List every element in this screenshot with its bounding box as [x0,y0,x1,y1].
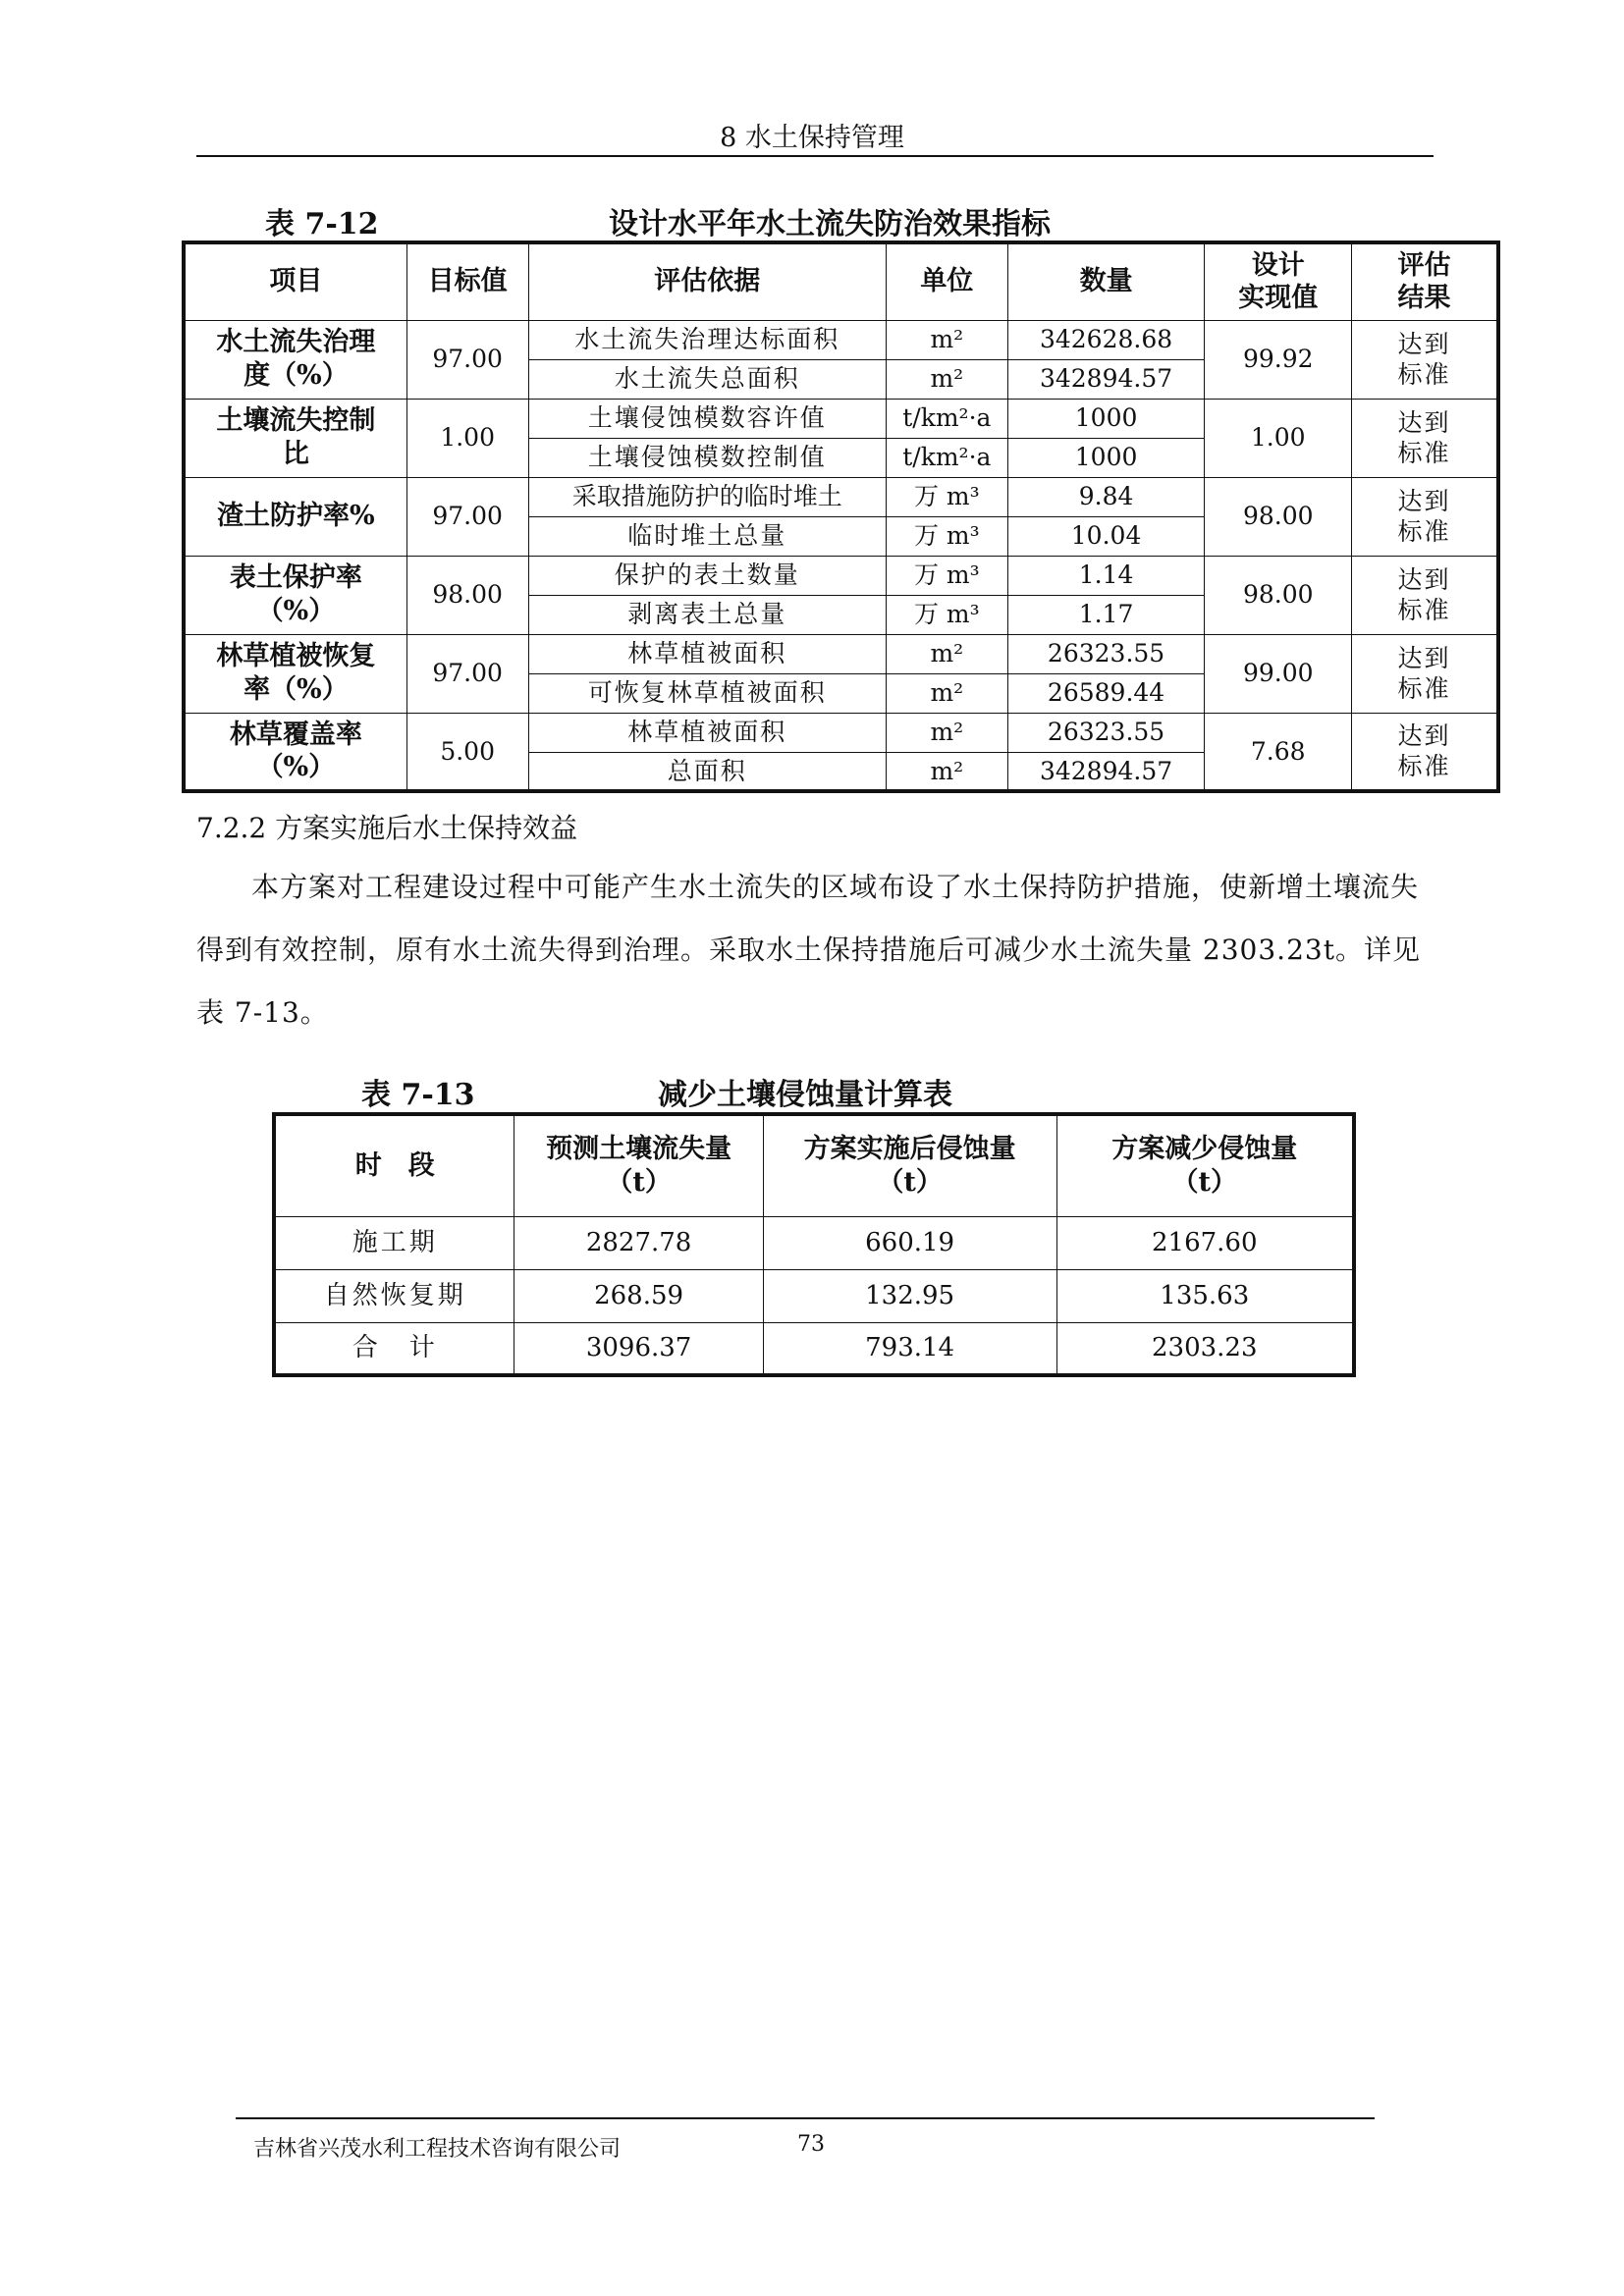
quantity-cell: 1.14 [1007,556,1205,595]
quantity-cell: 10.04 [1007,516,1205,556]
design-cell: 1.00 [1205,399,1352,477]
unit-cell: t/km²·a [886,438,1007,477]
table-7-12-label: 表 7-12 [265,207,379,241]
table-header-row [184,242,1498,320]
design-cell: 98.00 [1205,477,1352,556]
reduced-cell: 2303.23 [1056,1322,1354,1375]
after-cell: 660.19 [763,1216,1056,1269]
unit-cell: m² [886,634,1007,673]
unit-cell: m² [886,752,1007,791]
unit-cell: t/km²·a [886,399,1007,438]
item-cell: 土壤流失控制 比 [184,399,406,477]
target-cell: 98.00 [406,556,528,634]
table-row [184,713,1498,752]
item-cell: 水土流失治理 度（%） [184,320,406,399]
design-cell: 98.00 [1205,556,1352,634]
result-cell: 达到 标准 [1352,399,1498,477]
table-row [274,1216,1354,1269]
target-cell: 97.00 [406,634,528,713]
basis-cell: 保护的表土数量 [528,556,886,595]
header-item: 项目 [184,242,406,320]
unit-cell: 万 m³ [886,516,1007,556]
predicted-cell: 268.59 [514,1269,763,1322]
unit-cell: m² [886,359,1007,399]
table-row [184,320,1498,359]
header-period: 时 段 [274,1114,514,1216]
period-cell: 合 计 [274,1322,514,1375]
result-cell: 达到 标准 [1352,556,1498,634]
target-cell: 97.00 [406,477,528,556]
basis-cell: 土壤侵蚀模数控制值 [528,438,886,477]
header-quantity: 数量 [1007,242,1205,320]
item-cell: 渣土防护率% [184,477,406,556]
table-7-12-title: 设计水平年水土流失防治效果指标 [609,207,1051,241]
table-row [274,1269,1354,1322]
header-after: 方案实施后侵蚀量 （t） [763,1114,1056,1216]
item-cell: 林草植被恢复 率（%） [184,634,406,713]
target-cell: 5.00 [406,713,528,791]
basis-cell: 临时堆土总量 [528,516,886,556]
result-cell: 达到 标准 [1352,713,1498,791]
table-row [184,477,1498,516]
period-cell: 自然恢复期 [274,1269,514,1322]
page-number: 73 [797,2132,825,2157]
basis-cell: 总面积 [528,752,886,791]
unit-cell: 万 m³ [886,556,1007,595]
unit-cell: m² [886,673,1007,713]
design-cell: 99.00 [1205,634,1352,713]
table-row [184,399,1498,438]
basis-cell: 林草植被面积 [528,713,886,752]
unit-cell: 万 m³ [886,595,1007,634]
basis-cell: 水土流失总面积 [528,359,886,399]
section-heading: 7.2.2 方案实施后水土保持效益 [196,812,578,844]
table-row [184,634,1498,673]
predicted-cell: 2827.78 [514,1216,763,1269]
quantity-cell: 342628.68 [1007,320,1205,359]
item-cell: 表土保护率 （%） [184,556,406,634]
result-cell: 达到 标准 [1352,477,1498,556]
quantity-cell: 26589.44 [1007,673,1205,713]
footer-company: 吉林省兴茂水利工程技术咨询有限公司 [253,2137,622,2162]
basis-cell: 土壤侵蚀模数容许值 [528,399,886,438]
header-unit: 单位 [886,242,1007,320]
after-cell: 793.14 [763,1322,1056,1375]
result-cell: 达到 标准 [1352,320,1498,399]
predicted-cell: 3096.37 [514,1322,763,1375]
basis-cell: 林草植被面积 [528,634,886,673]
table-7-13-title: 减少土壤侵蚀量计算表 [658,1078,952,1112]
quantity-cell: 1000 [1007,438,1205,477]
quantity-cell: 342894.57 [1007,752,1205,791]
quantity-cell: 26323.55 [1007,634,1205,673]
table-row [274,1322,1354,1375]
page-header-title: 8 水土保持管理 [720,123,904,153]
header-result: 评估 结果 [1352,242,1498,320]
period-cell: 施工期 [274,1216,514,1269]
basis-cell: 可恢复林草植被面积 [528,673,886,713]
quantity-cell: 9.84 [1007,477,1205,516]
table-7-12 [182,240,1500,793]
design-cell: 7.68 [1205,713,1352,791]
quantity-cell: 1000 [1007,399,1205,438]
quantity-cell: 1.17 [1007,595,1205,634]
target-cell: 97.00 [406,320,528,399]
design-cell: 99.92 [1205,320,1352,399]
header-basis: 评估依据 [528,242,886,320]
unit-cell: m² [886,320,1007,359]
footer-divider [236,2117,1375,2119]
item-cell: 林草覆盖率 （%） [184,713,406,791]
table-header-row [274,1114,1354,1216]
quantity-cell: 26323.55 [1007,713,1205,752]
basis-cell: 水土流失治理达标面积 [528,320,886,359]
reduced-cell: 2167.60 [1056,1216,1354,1269]
body-paragraph: 本方案对工程建设过程中可能产生水土流失的区域布设了水土保持防护措施，使新增土壤流失得到有效控制，原有水土流失得到治理。采取水土保持措施后可减少水土流失量 2303.23t。详见表 7-13。 [196,871,1421,1029]
result-cell: 达到 标准 [1352,634,1498,713]
header-predicted: 预测土壤流失量 （t） [514,1114,763,1216]
unit-cell: 万 m³ [886,477,1007,516]
table-7-13 [272,1112,1356,1377]
header-target: 目标值 [406,242,528,320]
after-cell: 132.95 [763,1269,1056,1322]
table-row [184,556,1498,595]
header-divider [196,155,1434,157]
table-7-13-label: 表 7-13 [361,1078,475,1112]
basis-cell: 采取措施防护的临时堆土 [528,477,886,516]
basis-cell: 剥离表土总量 [528,595,886,634]
unit-cell: m² [886,713,1007,752]
reduced-cell: 135.63 [1056,1269,1354,1322]
header-reduced: 方案减少侵蚀量 （t） [1056,1114,1354,1216]
quantity-cell: 342894.57 [1007,359,1205,399]
header-design-value: 设计 实现值 [1205,242,1352,320]
target-cell: 1.00 [406,399,528,477]
